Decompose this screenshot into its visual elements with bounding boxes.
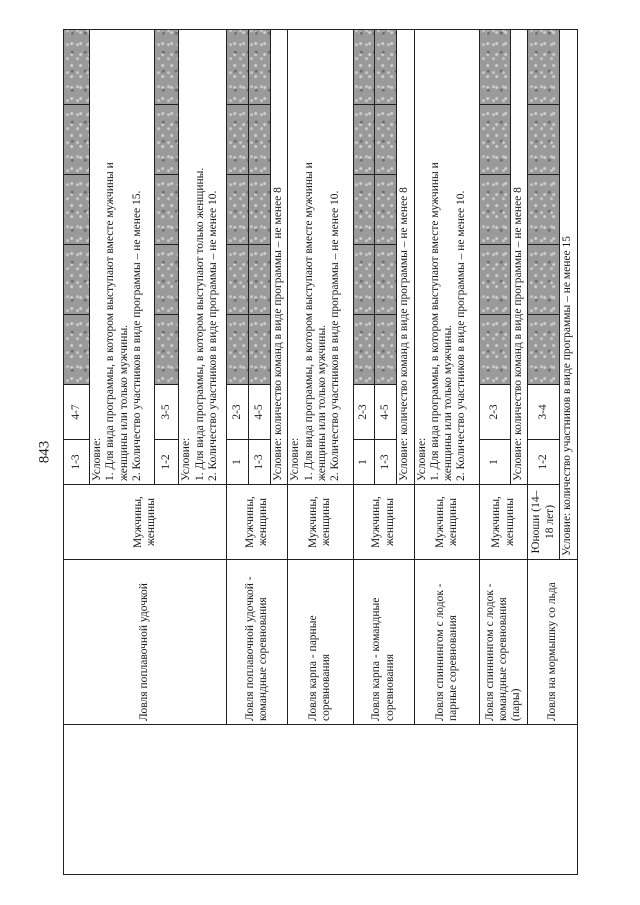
shaded-cell: [248, 175, 270, 245]
discipline-name: Ловля поплавочной удочкой: [64, 560, 227, 725]
rank-range: 1-3: [248, 440, 270, 485]
rank-range: 2-3: [353, 385, 375, 440]
rank-range: 1: [353, 440, 375, 485]
rank-range: 1-2: [528, 440, 560, 485]
participant-group: Мужчины, женщины: [480, 485, 528, 560]
shaded-cell: [248, 30, 270, 105]
shaded-cell: [155, 175, 179, 245]
ranks-table: [63, 29, 578, 875]
participant-group: Мужчины, женщины: [288, 485, 353, 560]
shaded-cell: [248, 105, 270, 175]
condition-text: Условие: 1. Для вида программы, в котором выступают вместе мужчины и женщины или только мужчины. 2. Количество участников в виде программы – не менее 15.: [90, 30, 155, 485]
shaded-cell: [480, 245, 510, 315]
page-number: 843: [36, 440, 53, 464]
shaded-cell: [528, 105, 560, 175]
shaded-cell: [375, 175, 397, 245]
shaded-cell: [64, 105, 90, 175]
rank-range: 1: [227, 440, 249, 485]
discipline-name: Ловля на мормышку со льда: [528, 560, 578, 725]
shaded-cell: [227, 175, 249, 245]
shaded-cell: [528, 30, 560, 105]
shaded-cell: [227, 105, 249, 175]
rotated-table: [63, 30, 578, 875]
shaded-cell: [353, 175, 375, 245]
rank-range: 3-4: [528, 385, 560, 440]
shaded-cell: [353, 245, 375, 315]
shaded-cell: [353, 315, 375, 385]
rank-range: 2-3: [480, 385, 510, 440]
shaded-cell: [64, 175, 90, 245]
condition-text: Условие: количество команд в виде программы – не менее 8: [397, 30, 415, 485]
rank-range: 1-3: [375, 440, 397, 485]
shaded-cell: [227, 315, 249, 385]
shaded-cell: [480, 30, 510, 105]
rank-range: 2-3: [227, 385, 249, 440]
shaded-cell: [353, 105, 375, 175]
shaded-cell: [227, 245, 249, 315]
shaded-cell: [64, 30, 90, 105]
shaded-cell: [353, 30, 375, 105]
shaded-cell: [375, 245, 397, 315]
participant-group: Мужчины, женщины: [414, 485, 479, 560]
shaded-cell: [375, 315, 397, 385]
shaded-cell: [375, 105, 397, 175]
shaded-cell: [64, 245, 90, 315]
shaded-cell: [155, 105, 179, 175]
rank-range: 4-5: [375, 385, 397, 440]
shaded-cell: [155, 245, 179, 315]
rank-range: 1-2: [155, 440, 179, 485]
condition-text: Условие: 1. Для вида программы, в котором выступают только женщины. 2. Количество участников в виде программы – не менее 10.: [179, 30, 227, 485]
discipline-name: Ловля карпа - командные соревнования: [353, 560, 414, 725]
blank-column: [64, 725, 578, 875]
shaded-cell: [480, 175, 510, 245]
condition-text: Условие: 1. Для вида программы, в котором выступают вместе мужчины и женщины или только мужчины. 2. Количество участников в виде программы – не менее 10.: [288, 30, 353, 485]
discipline-name: Ловля спиннингом с лодок - парные соревнования: [414, 560, 479, 725]
participant-group: Юноши (14–18 лет): [528, 485, 560, 560]
condition-text: Условие: количество команд в виде программы – не менее 8: [510, 30, 528, 485]
condition-text: Условие: количество участников в виде программы – не менее 15: [560, 30, 578, 560]
participant-group: Мужчины, женщины: [64, 485, 227, 560]
rank-range: 1: [480, 440, 510, 485]
shaded-cell: [155, 30, 179, 105]
shaded-cell: [528, 175, 560, 245]
condition-text: Условие: 1. Для вида программы, в котором выступают вместе мужчины и женщины или только мужчины. 2. Количество участников в виде программы – не менее 10.: [414, 30, 479, 485]
discipline-name: Ловля поплавочной удочкой - командные соревнования: [227, 560, 288, 725]
shaded-cell: [480, 105, 510, 175]
shaded-cell: [248, 245, 270, 315]
shaded-cell: [480, 315, 510, 385]
shaded-cell: [227, 30, 249, 105]
shaded-cell: [64, 315, 90, 385]
participant-group: Мужчины, женщины: [227, 485, 288, 560]
shaded-cell: [248, 315, 270, 385]
rank-range: 1-3: [64, 440, 90, 485]
shaded-cell: [155, 315, 179, 385]
discipline-name: Ловля спиннингом с лодок - командные соревнования (пары): [480, 560, 528, 725]
table-row: [64, 30, 90, 875]
shaded-cell: [528, 315, 560, 385]
shaded-cell: [375, 30, 397, 105]
rank-range: 4-7: [64, 385, 90, 440]
rank-range: 4-5: [248, 385, 270, 440]
condition-text: Условие: количество команд в виде программы – не менее 8: [270, 30, 288, 485]
participant-group: Мужчины, женщины: [353, 485, 414, 560]
discipline-name: Ловля карпа - парные соревнования: [288, 560, 353, 725]
rank-range: 3-5: [155, 385, 179, 440]
shaded-cell: [528, 245, 560, 315]
